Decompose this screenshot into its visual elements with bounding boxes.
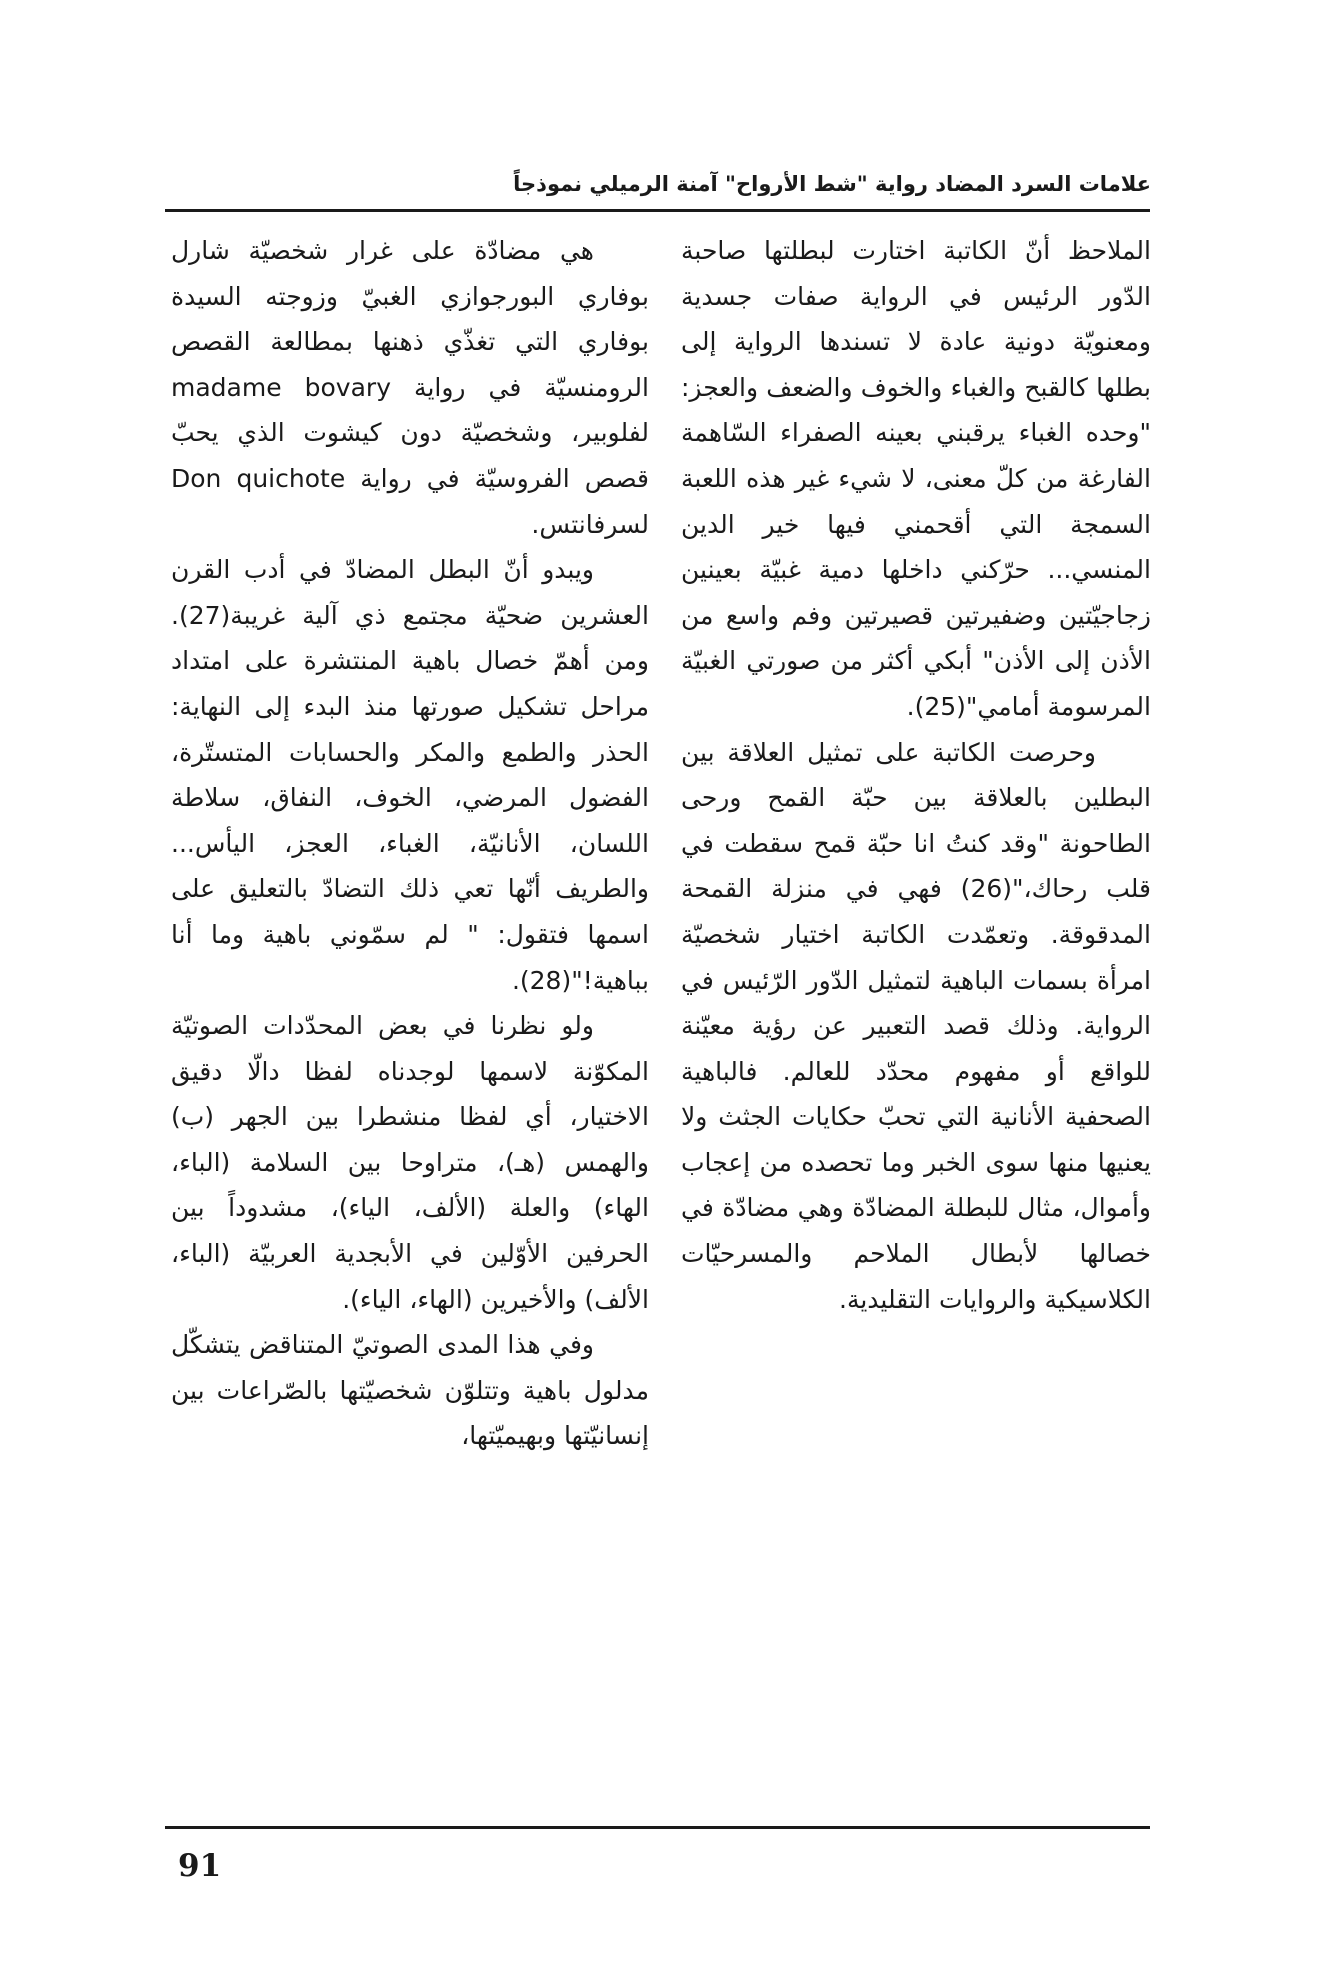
paragraph: وحرصت الكاتبة على تمثيل العلاقة بين البطلين بالعلاقة بين حبّة القمح ورحى الطاحونة "وقد كنتُ انا حبّة قمح سقطت في قلب رحاك،"(26) فهي في منزلة القمحة المدقوقة. وتعمّدت الكاتبة اختيار شخصيّة امرأة بسمات الباهية لتمثيل الدّور الرّئيس في الرواية. وذلك قصد التعبير عن رؤية معيّنة للواقع أو مفهوم محدّد للعالم. فالباهية الصحفية الأنانية التي تحبّ حكايات الجثث ولا يعنيها منها سوى الخبر وما تحصده من إعجاب وأموال، مثال للبطلة المضادّة وهي مضادّة في خصالها لأبطال الملاحم والمسرحيّات الكلاسيكية والروايات التقليدية.: [681, 737, 1152, 1314]
paragraph: وفي هذا المدى الصوتيّ المتناقض يتشكّل مدلول باهية وتتلوّن شخصيّتها بالصّراعات بين إنسانيّتها وبهيميّتها،: [171, 1330, 649, 1451]
paragraph: الملاحظ أنّ الكاتبة اختارت لبطلتها صاحبة الدّور الرئيس في الرواية صفات جسدية ومعنويّة دونية عادة لا تسندها الرواية إلى بطلها كالقبح والغباء والخوف والضعف والعجز: "وحده الغباء يرقبني بعينه الصفراء السّاهمة الفارغة من كلّ معنى، لا شيء غير هذه اللعبة السمجة التي أقحمني فيها خير الدين المنسي... حرّكني داخلها دمية غبيّة بعينين زجاجيّتين وضفيرتين قصيرتين وفم واسع من الأذن إلى الأذن" أبكي أكثر من صورتي الغبيّة المرسومة أمامي"(25).: [681, 236, 1151, 721]
header-rule: [165, 209, 1150, 212]
running-header: علامات السرد المضاد رواية "شط الأرواح" آمنة الرميلي نموذجاً: [513, 172, 1151, 196]
paragraph: هي مضادّة على غرار شخصيّة شارل بوفاري البورجوازي الغبيّ وزوجته السيدة بوفاري التي تغذّي ذهنها بمطالعة القصص الرومنسيّة في رواية madame bovary لفلوبير، وشخصيّة دون كيشوت الذي يحبّ قصص الفروسيّة في رواية Don quichote لسرفانتس.: [171, 236, 649, 539]
paragraph: ويبدو أنّ البطل المضادّ في أدب القرن العشرين ضحيّة مجتمع ذي آلية غريبة(27). ومن أهمّ خصال باهية المنتشرة على امتداد مراحل تشكيل صورتها منذ البدء إلى النهاية: الحذر والطمع والمكر والحسابات المتستّرة، الفضول المرضي، الخوف، النفاق، سلاطة اللسان، الأنانيّة، الغباء، العجز، اليأس... والطريف أنّها تعي ذلك التضادّ بالتعليق على اسمها فتقول: " لم سمّوني باهية وما أنا بباهية!"(28).: [171, 555, 649, 995]
page-number: 91: [178, 1848, 222, 1884]
footer-rule: [165, 1826, 1150, 1829]
column-right: [681, 228, 1151, 1322]
column-left: [171, 228, 649, 1459]
paragraph: ولو نظرنا في بعض المحدّدات الصوتيّة المكوّنة لاسمها لوجدناه لفظا دالّا دقيق الاختيار، أي لفظا منشطرا بين الجهر (ب) والهمس (هـ)، متراوحا بين السلامة (الباء، الهاء) والعلة (الألف، الياء)، مشدوداً بين الحرفين الأوّلين في الأبجدية العربيّة (الباء، الألف) والأخيرين (الهاء، الياء).: [171, 1011, 649, 1314]
